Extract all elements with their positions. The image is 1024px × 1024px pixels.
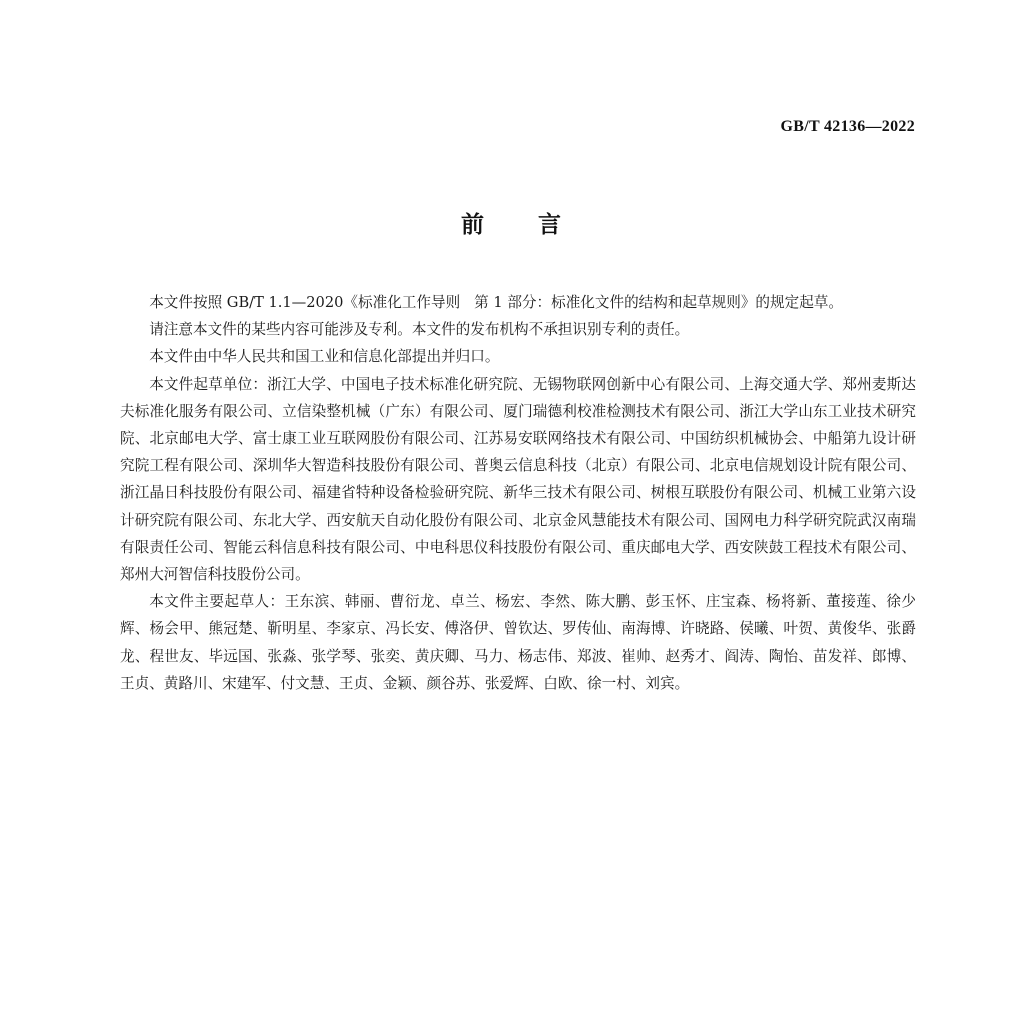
page-title bbox=[0, 206, 1024, 239]
paragraph-drafting-rules-part2: 第 1 部分：标准化文件的结构和起草规则》的规定起草。 bbox=[474, 294, 843, 311]
title-char-2: 言 bbox=[538, 212, 563, 238]
standard-code: GB/T 42136—2022 bbox=[780, 118, 915, 135]
paragraph-drafting-rules-part1: 本文件按照 GB/T 1.1—2020《标准化工作导则 bbox=[149, 294, 461, 311]
paragraph-drafters: 本文件主要起草人：王东滨、韩丽、曹衍龙、卓兰、杨宏、李然、陈大鹏、彭玉怀、庄宝森、杨将新、董接莲、徐少辉、杨会甲、熊冠楚、靳明星、李家京、冯长安、傅洛伊、曾钦达、罗传仙、南海博、许晓路、侯曦、叶贺、黄俊华、张爵龙、程世友、毕远国、张淼、张学琴、张奕、黄庆卿、马力、杨志伟、郑波、崔帅、赵秀才、阎涛、陶怡、苗发祥、郎博、王贞、黄路川、宋建军、付文慧、王贞、金颖、颜谷苏、张爱辉、白欧、徐一村、刘宾。 bbox=[120, 593, 916, 692]
paragraph-proposer: 本文件由中华人民共和国工业和信息化部提出并归口。 bbox=[149, 348, 500, 366]
paragraph-patent-notice: 请注意本文件的某些内容可能涉及专利。本文件的发布机构不承担识别专利的责任。 bbox=[149, 321, 690, 339]
title-char-1: 前 bbox=[461, 212, 486, 238]
paragraph-drafting-rules bbox=[120, 289, 916, 316]
paragraph-drafting-units: 本文件起草单位：浙江大学、中国电子技术标准化研究院、无锡物联网创新中心有限公司、上海交通大学、郑州麦斯达夫标准化服务有限公司、立信染整机械（广东）有限公司、厦门瑞德利校准检测技术有限公司、浙江大学山东工业技术研究院、北京邮电大学、富士康工业互联网股份有限公司、江苏易安联网络技术有限公司、中国纺织机械协会、中船第九设计研究院工程有限公司、深圳华大智造科技股份有限公司、普奥云信息科技（北京）有限公司、北京电信规划设计院有限公司、浙江晶日科技股份有限公司、福建省特种设备检验研究院、新华三技术有限公司、树根互联股份有限公司、机械工业第六设计研究院有限公司、东北大学、西安航天自动化股份有限公司、北京金风慧能技术有限公司、国网电力科学研究院武汉南瑞有限责任公司、智能云科信息科技有限公司、中电科思仪科技股份有限公司、重庆邮电大学、西安陕鼓工程技术有限公司、郑州大河智信科技股份公司。 bbox=[120, 375, 916, 584]
foreword-body bbox=[120, 289, 916, 697]
